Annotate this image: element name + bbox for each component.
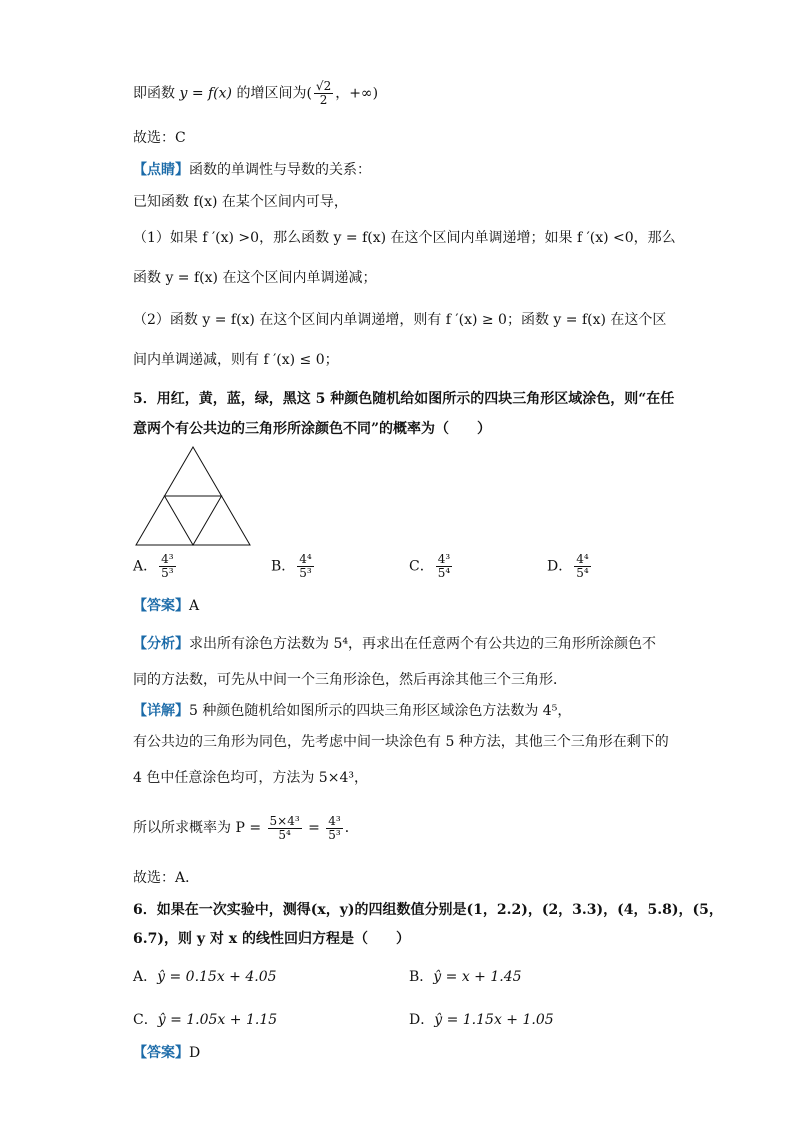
fraction: [159, 553, 175, 580]
text: 的增区间为(: [236, 85, 312, 102]
text: ．: [344, 820, 359, 836]
option-label: D．: [547, 558, 573, 575]
fraction: [268, 815, 302, 842]
answer-text: A: [189, 598, 200, 614]
fraction: [436, 553, 452, 580]
fraction: [326, 815, 342, 842]
option-c[interactable]: [409, 553, 454, 580]
text-line: （1）如果 f ′(x) >0，那么函数 y = f(x) 在这个区间内单调递增；如果 f ′(x) <0，那么: [133, 230, 676, 246]
denominator: 2: [319, 93, 328, 107]
answer-5: [133, 596, 199, 616]
detail-line1: [133, 701, 571, 721]
note-tag: 【点睛】: [133, 162, 189, 178]
option-a[interactable]: [133, 553, 178, 580]
text-line: 已知函数 f(x) 在某个区间内可导，: [133, 194, 348, 210]
denominator: 5⁴: [278, 827, 291, 842]
numerator: √2: [315, 79, 332, 93]
detail-tag: 【详解】: [133, 703, 189, 719]
option-d[interactable]: [547, 553, 593, 580]
note-heading: [133, 160, 371, 180]
detail-line2: 有公共边的三角形为同色，先考虑中间一块涂色有 5 种方法，其他三个三角形在剩下的: [133, 734, 669, 750]
analysis-text: 求出所有涂色方法数为 5⁴，再求出在任意两个有公共边的三角形所涂颜色不: [189, 636, 656, 652]
option-label: B．: [409, 969, 434, 985]
denominator: 5³: [299, 566, 312, 580]
question-6-line1: 6．如果在一次实验中，测得(x，y)的四组数值分别是(1，2.2)，(2，3.3)，(4，5.8)，(5，: [133, 902, 723, 918]
detail-line3: 4 色中任意涂色均可，方法为 5×4³，: [133, 770, 368, 786]
text-line: 函数 y = f(x) 在这个区间内单调递减；: [133, 270, 377, 286]
detail-text: 5 种颜色随机给如图所示的四块三角形区域涂色方法数为 4⁵，: [189, 703, 572, 719]
answer-tag: 【答案】: [133, 1045, 189, 1061]
equals: =: [308, 820, 320, 836]
probability-formula: [133, 812, 359, 844]
numerator: 4³: [437, 552, 451, 566]
option-label: A．: [133, 558, 158, 575]
option-text: ŷ = 1.15x + 1.05: [434, 1012, 554, 1028]
answer-6: [133, 1043, 200, 1063]
question-5-line2: 意两个有公共边的三角形所涂颜色不同”的概率为（ ）: [133, 421, 492, 437]
option-b[interactable]: [409, 966, 522, 986]
text: 即函数: [133, 85, 175, 102]
text: 所以所求概率为 P =: [133, 820, 262, 836]
text-line: 间内单调递减，则有 f ′(x) ≤ 0；: [133, 352, 339, 368]
math-expr: y = f(x): [179, 85, 232, 102]
numerator: 4⁴: [576, 552, 589, 566]
option-text: ŷ = 1.05x + 1.15: [157, 1012, 278, 1028]
option-text: ŷ = x + 1.45: [433, 969, 522, 985]
analysis-line1: [133, 634, 656, 654]
answer-text: D: [189, 1045, 201, 1061]
option-label: B．: [271, 558, 296, 575]
analysis-line2: 同的方法数，可先从中间一个三角形涂色，然后再涂其他三个三角形．: [133, 672, 567, 688]
option-d[interactable]: [409, 1009, 554, 1029]
numerator: 4⁴: [299, 552, 312, 566]
option-c[interactable]: [133, 1009, 277, 1029]
option-text: ŷ = 0.15x + 4.05: [157, 969, 277, 985]
question-6-line2: 6.7)，则 y 对 x 的线性回归方程是（ ）: [133, 931, 410, 947]
text: ，+∞): [335, 85, 379, 102]
fraction: [574, 553, 590, 580]
option-label: D．: [409, 1012, 435, 1028]
fraction: [297, 553, 313, 580]
option-a[interactable]: [133, 966, 277, 986]
numerator: 5×4³: [269, 813, 300, 828]
analysis-tag: 【分析】: [133, 636, 189, 652]
denominator: 5³: [328, 827, 341, 842]
note-text: 函数的单调性与导数的关系：: [189, 162, 371, 178]
option-b[interactable]: [271, 553, 316, 580]
option-label: C．: [133, 1012, 158, 1028]
denominator: 5⁴: [576, 566, 589, 580]
answer-tag: 【答案】: [133, 598, 189, 614]
option-label: A．: [133, 969, 158, 985]
answer-choice-line: 故选：A．: [133, 870, 200, 886]
denominator: 5³: [161, 566, 174, 580]
numerator: 4³: [328, 813, 341, 828]
numerator: 4³: [161, 552, 174, 566]
answer-choice-line: 故选：C: [133, 130, 186, 146]
option-label: C．: [409, 558, 434, 575]
question-5-line1: 5．用红，黄，蓝，绿，黑这 5 种颜色随机给如图所示的四块三角形区域涂色，则“在任: [133, 391, 675, 407]
text-line: （2）函数 y = f(x) 在这个区间内单调递增，则有 f ′(x) ≥ 0；函数 y = f(x) 在这个区: [133, 312, 667, 328]
triangle-figure: [133, 445, 253, 548]
line-increase-interval: [133, 80, 378, 107]
fraction: [314, 80, 333, 107]
denominator: 5⁴: [437, 566, 451, 580]
